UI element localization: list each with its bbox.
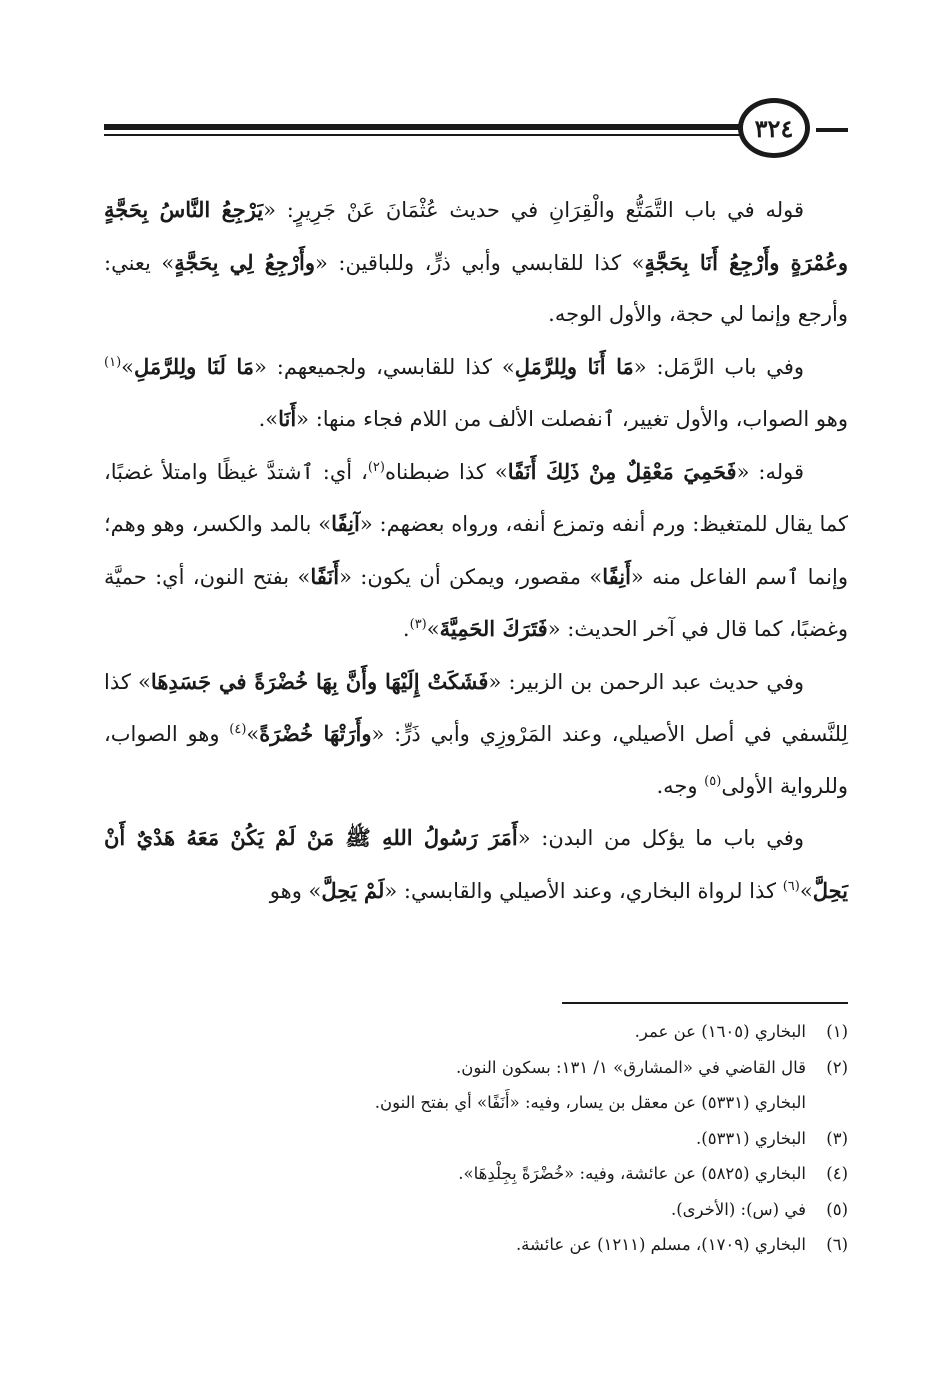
- text-segment: » بالمد والكسر، وهو وهم؛ وإنما ٱسم الفاعل منه «: [104, 512, 848, 589]
- footnote-number: (١): [826, 1022, 848, 1041]
- footnote-ref: (٥): [704, 773, 722, 789]
- page-header: [104, 98, 848, 162]
- text-segment: وهو الصواب، والأول تغيير، ٱنفصلت الألف من اللام فجاء منها: «: [296, 407, 848, 431]
- footnote-number: (٤): [826, 1164, 848, 1183]
- hadith-quote: يَرْجِعُ النَّاسُ بِحَجَّةٍ وعُمْرَةٍ وأَرْجِعُ أَنَا بِحَجَّةٍ: [104, 197, 848, 275]
- text-segment: وهو الصواب، وللرواية الأولى: [104, 722, 848, 798]
- text-segment: كذا لرواة البخاري، وعند الأصيلي والقابسي: «: [384, 878, 783, 903]
- footnote-ref: (١): [104, 354, 122, 370]
- text-segment: » كذا للقابسي، ولجميعهم: «: [254, 354, 515, 379]
- page-number: ٣٢٤: [738, 98, 810, 158]
- hadith-quote: أَنَفًا: [310, 563, 340, 589]
- footnote-number: (٥): [826, 1199, 848, 1219]
- hadith-quote: فَشَكَتْ إِلَيْهَا وأَنَّ بِهَا خُضْرَةً في جَسَدِهَا: [150, 668, 489, 694]
- footnote-ref: (٤): [229, 722, 247, 737]
- text-segment: وجه.: [656, 773, 705, 798]
- footnote-separator: [562, 1002, 848, 1004]
- header-rule-thin: [104, 134, 740, 136]
- paragraph: [104, 341, 848, 446]
- hadith-quote: فَتَرَكَ الحَمِيَّةَ: [439, 616, 548, 641]
- footnote: [104, 1121, 848, 1157]
- footnote-text: البخاري (١٧٠٩)، مسلم (١٢١١) عن عائشة.: [515, 1235, 806, 1254]
- main-text: [104, 184, 848, 917]
- text-segment: » كذا ضبطناه: [384, 459, 508, 484]
- hadith-quote: لَمْ يَحِلَّ: [321, 877, 385, 903]
- paragraph: [104, 812, 848, 917]
- hadith-quote: أَنِفًا: [602, 563, 631, 589]
- footnote-number: (٣): [826, 1128, 848, 1148]
- text-segment: » كذا لِلنَّسفي في أصل الأصيلي، وعند المَرْوزِي وأبي ذَرٍّ: «: [104, 669, 848, 746]
- text-segment: » مقصور، ويمكن أن يكون: «: [339, 564, 603, 589]
- paragraph: [104, 656, 848, 813]
- footnote-text: البخاري (٥٣٣١) عن معقل بن يسار، وفيه: «أَنَفًا» أي بفتح النون.: [374, 1093, 806, 1112]
- text-segment: ، أي: ٱشتدَّ غيظًا وامتلأ غضبًا، كما يقال للمتغيظ: ورم أنفه وتمزع أنفه، ورواه بعضهم: «: [104, 459, 848, 536]
- hadith-quote: وأَرْجِعُ لِي بِحَجَّةٍ: [174, 249, 316, 275]
- paragraph: [104, 184, 848, 341]
- footnote-text: البخاري (٥٣٣١).: [696, 1128, 806, 1148]
- header-rule-right: [816, 128, 848, 132]
- text-segment: » يعني: وأرجع وإنما لي حجة، والأول الوجه.: [104, 250, 848, 326]
- footnote-number: (٦): [826, 1235, 848, 1254]
- text-segment: »: [426, 617, 440, 641]
- text-segment: ».: [258, 407, 279, 431]
- text-segment: »: [246, 722, 260, 746]
- header-rule-thick: [104, 124, 740, 130]
- text-segment: وفي باب الرَّمَل: «: [633, 354, 804, 379]
- footnote: [104, 1085, 848, 1121]
- hadith-quote: أَنَا: [278, 406, 297, 431]
- text-segment: » كذا للقابسي وأبي ذرٍّ، وللباقين: «: [315, 250, 645, 275]
- hadith-quote: وأَرَتْهَا خُضْرَةً: [259, 721, 372, 746]
- footnote-text: البخاري (١٦٠٥) عن عمر.: [634, 1022, 806, 1041]
- footnotes: [104, 1014, 848, 1263]
- text-segment: قوله في باب التَّمَتُّع والْقِرَانِ في حديث عُثْمَانَ عَنْ جَرِيرٍ: «: [263, 198, 805, 222]
- footnote: [104, 1156, 848, 1192]
- hadith-quote: مَا لَنَا ولِلرَّمَلِ: [134, 353, 255, 379]
- footnote-text: قال القاضي في «المشارق» ١/ ١٣١: بسكون النون.: [455, 1057, 806, 1077]
- text-segment: »: [799, 878, 813, 903]
- text-segment: » وهو: [269, 878, 322, 903]
- text-segment: »: [121, 354, 134, 379]
- footnote-ref: (٦): [782, 878, 800, 894]
- footnote-ref: (٢): [367, 459, 385, 475]
- text-segment: وفي باب ما يؤكل من البدن: «: [517, 826, 804, 850]
- footnote-number: (٢): [826, 1057, 848, 1077]
- footnote: [104, 1050, 848, 1086]
- text-segment: » بفتح النون، أي: حميَّة وغضبًا، كما قال في آخر الحديث: «: [104, 564, 848, 641]
- hadith-quote: آنِفًا: [331, 511, 360, 536]
- text-segment: قوله: «: [736, 459, 804, 484]
- hadith-quote: فَحَمِيَ مَعْقِلٌ مِنْ ذَلِكَ أَنَفًا: [507, 458, 737, 484]
- footnote-text: في (س): (الأخرى).: [670, 1199, 806, 1219]
- text-segment: وفي حديث عبد الرحمن بن الزبير: «: [488, 669, 805, 694]
- paragraph: [104, 446, 848, 656]
- hadith-quote: أَمَرَ رَسُولُ اللهِ ﷺ مَنْ لَمْ يَكُنْ مَعَهُ هَدْيٌ أَنْ يَحِلَّ: [104, 825, 848, 903]
- footnote: [104, 1227, 848, 1263]
- footnote-ref: (٣): [409, 617, 427, 632]
- hadith-quote: مَا أَنَا ولِلرَّمَلِ: [514, 353, 634, 379]
- footnote-text: البخاري (٥٨٢٥) عن عائشة، وفيه: «خُضْرَةً بِجِلْدِهَا».: [458, 1164, 806, 1183]
- footnote: [104, 1014, 848, 1050]
- text-segment: .: [402, 617, 410, 641]
- footnote: [104, 1192, 848, 1228]
